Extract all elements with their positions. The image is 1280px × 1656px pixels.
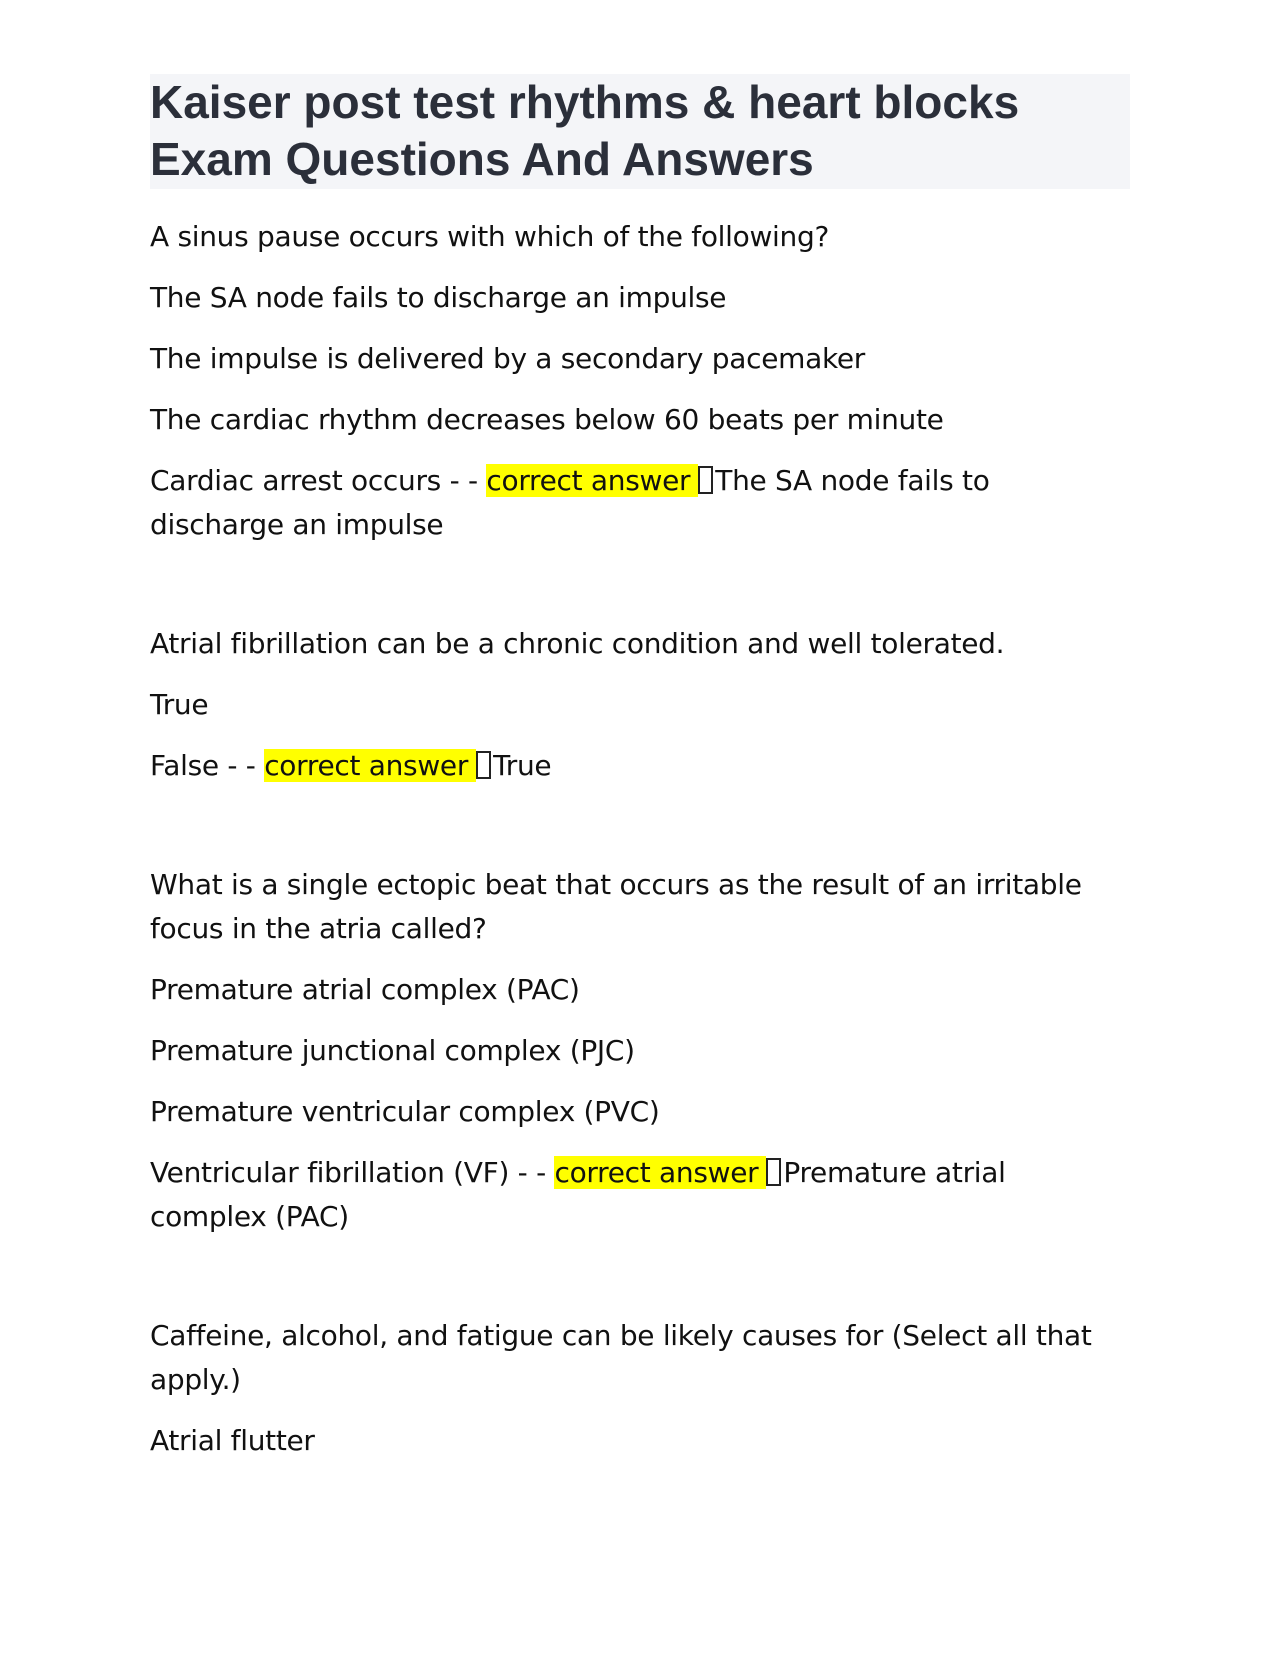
correct-answer-highlight: correct answer <box>486 464 698 497</box>
option-text: Premature ventricular complex (PVC) <box>150 1095 660 1128</box>
document-title <box>150 74 1128 188</box>
option-text: True <box>150 688 209 721</box>
option-text: The cardiac rhythm decreases below 60 beats per minute <box>150 403 944 436</box>
title-block <box>150 74 1130 189</box>
question-text: A sinus pause occurs with which of the following? <box>150 220 830 253</box>
answer-text: Premature atrial complex (PAC) <box>150 1156 1006 1233</box>
option-text: Premature atrial complex (PAC) <box>150 973 580 1006</box>
missing-glyph-icon <box>766 1158 781 1186</box>
option-text: Ventricular fibrillation (VF) - - <box>150 1156 555 1189</box>
option-text: False - - <box>150 749 265 782</box>
missing-glyph-icon <box>476 751 491 779</box>
title-line-2: Exam Questions And Answers <box>150 133 814 185</box>
spacer <box>150 564 1130 622</box>
question-text: What is a single ectopic beat that occurs as the result of an irritable focus in the atria called? <box>150 868 1082 945</box>
missing-glyph-icon <box>698 466 713 494</box>
option-text: Atrial flutter <box>150 1424 315 1457</box>
option-text: The SA node fails to discharge an impulse <box>150 281 727 314</box>
answer-line <box>150 1151 1130 1239</box>
option-text: Premature junctional complex (PJC) <box>150 1034 635 1067</box>
document-page <box>150 74 1130 1480</box>
option-text: The impulse is delivered by a secondary pacemaker <box>150 342 866 375</box>
question-text: Atrial fibrillation can be a chronic condition and well tolerated. <box>150 627 1005 660</box>
title-line-1: Kaiser post test rhythms & heart blocks <box>150 76 1020 128</box>
option-text: Cardiac arrest occurs - - <box>150 464 487 497</box>
spacer <box>150 805 1130 863</box>
answer-text: True <box>493 749 552 782</box>
answer-text: The SA node fails to discharge an impulse <box>150 464 990 541</box>
spacer <box>150 1256 1130 1314</box>
correct-answer-highlight: correct answer <box>554 1156 766 1189</box>
answer-line <box>150 744 1130 788</box>
question-text: Caffeine, alcohol, and fatigue can be likely causes for (Select all that apply.) <box>150 1319 1092 1396</box>
answer-line <box>150 459 1130 547</box>
correct-answer-highlight: correct answer <box>264 749 476 782</box>
